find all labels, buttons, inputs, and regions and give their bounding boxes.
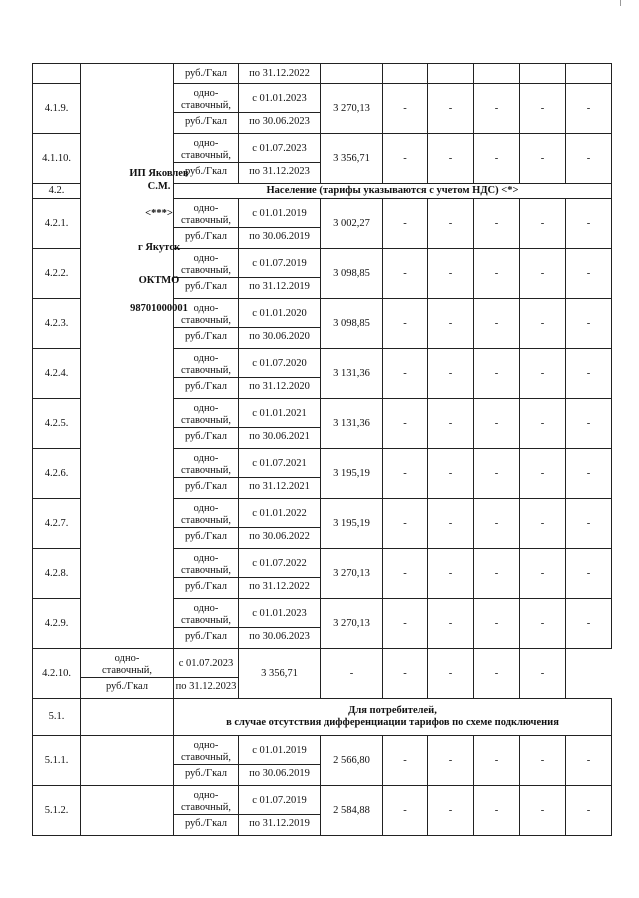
tariff-type-cell [174,399,239,449]
tariff-type-line1: одно- [193,203,219,214]
period-cell [239,84,321,134]
empty-value-dash: - [566,499,612,549]
tariff-unit: руб./Гкал [184,331,228,342]
empty-value-dash: - [566,399,612,449]
empty-value-dash: - [428,299,474,349]
tariff-type-cell [174,549,239,599]
org-city: г Якутск [137,241,181,253]
org-name-line2: С.М. [147,180,171,192]
tariff-type-line1: одно- [193,503,219,514]
org-name-line1: ИП Яковлев [129,167,189,179]
empty-value-dash: - [474,786,520,836]
organization-cell-empty [81,736,174,786]
empty-value-dash: - [383,786,428,836]
empty-value-dash: - [474,736,520,786]
tariff-type-line2: ставочный, [180,515,232,526]
empty-value-dash: - [566,134,612,184]
row-number: 4.2.8. [33,549,81,599]
period-from: с 01.07.2019 [239,252,320,278]
tariff-type-cell [174,449,239,499]
section-title-line1: Для потребителей, [348,705,437,716]
organization-cell-empty [81,699,174,736]
row-number: 4.1.9. [33,84,81,134]
empty-value-dash: - [428,599,474,649]
tariff-type-line2: ставочный, [180,215,232,226]
empty-value-dash: - [428,399,474,449]
empty-value-dash: - [428,349,474,399]
row-number: 4.2.5. [33,399,81,449]
empty-value-dash: - [520,449,566,499]
empty-value-dash: - [520,786,566,836]
tariff-type-line1: одно- [193,790,219,801]
tariff-value: 2 584,88 [321,786,383,836]
empty-value-dash: - [520,499,566,549]
tariff-type-line1: одно- [193,603,219,614]
tariff-type-line1: одно- [193,88,219,99]
row-number: 4.2.10. [33,649,81,699]
tariff-unit: руб./Гкал [174,64,239,84]
period-cell [239,134,321,184]
empty-value-dash: - [566,199,612,249]
empty-value-dash: - [383,134,428,184]
period-to: по 30.06.2019 [249,231,310,242]
tariff-value [321,64,383,84]
empty-value-dash: - [474,249,520,299]
table-row [33,736,612,786]
empty-value-dash: - [383,736,428,786]
tariff-value: 3 195,19 [321,499,383,549]
tariff-value: 3 270,13 [321,599,383,649]
section-title [174,699,612,736]
empty-cell [474,64,520,84]
empty-value-dash: - [474,134,520,184]
period-cell [239,549,321,599]
period-to: по 31.12.2020 [249,381,310,392]
empty-value-dash: - [428,134,474,184]
tariff-value: 3 131,36 [321,399,383,449]
period-from: с 01.01.2022 [239,502,320,528]
empty-value-dash: - [474,84,520,134]
section-header-row [33,699,612,736]
period-from: с 01.07.2019 [239,789,320,815]
period-from: с 01.01.2021 [239,402,320,428]
tariff-type-line1: одно- [193,353,219,364]
tariff-type-line2: ставочный, [180,615,232,626]
tariff-value: 3 356,71 [239,649,321,699]
org-code: <***> [145,207,173,219]
empty-value-dash: - [520,134,566,184]
tariff-type-cell [174,599,239,649]
period-to: по 31.12.2022 [239,64,321,84]
tariff-type-line1: одно- [193,303,219,314]
period-cell [239,736,321,786]
scan-mark [620,0,621,6]
empty-value-dash: - [383,549,428,599]
empty-value-dash: - [566,84,612,134]
tariff-unit: руб./Гкал [184,281,228,292]
table-row [33,649,612,699]
tariff-type-cell [174,786,239,836]
tariff-type-line2: ставочный, [180,315,232,326]
organization-cell [81,64,189,649]
row-number: 4.2.1. [33,199,81,249]
empty-value-dash: - [520,736,566,786]
row-number: 5.1.2. [33,786,81,836]
empty-value-dash: - [566,736,612,786]
empty-value-dash: - [474,549,520,599]
period-from: с 01.07.2022 [239,552,320,578]
tariff-type-line2: ставочный, [180,265,232,276]
empty-value-dash: - [428,449,474,499]
period-from: с 01.01.2019 [239,202,320,228]
period-to: по 30.06.2022 [249,531,310,542]
tariff-value: 3 270,13 [321,549,383,599]
empty-value-dash: - [566,449,612,499]
tariff-unit: руб./Гкал [184,231,228,242]
row-number: 4.2.9. [33,599,81,649]
period-cell [239,299,321,349]
tariff-value: 3 098,85 [321,299,383,349]
empty-value-dash: - [383,349,428,399]
tariff-type-line2: ставочный, [180,752,232,763]
tariff-unit: руб./Гкал [184,818,228,829]
empty-value-dash: - [520,249,566,299]
period-cell [239,499,321,549]
tariff-value: 3 195,19 [321,449,383,499]
tariff-type-line1: одно- [193,553,219,564]
empty-value-dash: - [428,199,474,249]
period-from: с 01.01.2023 [239,87,320,113]
tariff-type-line2: ставочный, [180,365,232,376]
section-number: 4.2. [33,184,81,199]
period-cell [174,649,239,699]
tariff-type-line1: одно- [193,138,219,149]
period-to: по 31.12.2022 [249,581,310,592]
empty-value-dash: - [474,399,520,449]
row-number: 4.2.7. [33,499,81,549]
tariff-type-line1: одно- [114,653,140,664]
empty-value-dash: - [321,649,383,699]
empty-value-dash: - [566,599,612,649]
tariff-type-line1: одно- [193,253,219,264]
row-number: 4.1.10. [33,134,81,184]
period-to: по 30.06.2023 [249,116,310,127]
empty-value-dash: - [428,549,474,599]
empty-value-dash: - [566,349,612,399]
tariff-unit: руб./Гкал [184,631,228,642]
period-cell [239,399,321,449]
tariff-type-line2: ставочный, [180,565,232,576]
empty-value-dash: - [474,299,520,349]
row-number: 5.1.1. [33,736,81,786]
table-row [33,64,612,84]
tariff-unit: руб./Гкал [184,166,228,177]
organization-cell-empty [81,786,174,836]
period-from: с 01.01.2023 [239,602,320,628]
section-title-line2: в случае отсутствия дифференциации тарифов по схеме подключения [226,717,559,728]
tariff-type-line2: ставочный, [180,100,232,111]
empty-value-dash: - [383,299,428,349]
empty-value-dash: - [428,786,474,836]
empty-value-dash: - [383,499,428,549]
tariff-value: 3 002,27 [321,199,383,249]
empty-value-dash: - [383,599,428,649]
empty-cell [520,64,566,84]
empty-value-dash: - [474,599,520,649]
tariff-value: 3 098,85 [321,249,383,299]
period-cell [239,199,321,249]
table-row [33,786,612,836]
empty-value-dash: - [520,349,566,399]
period-to: по 30.06.2023 [249,631,310,642]
tariff-type-cell [174,736,239,786]
empty-value-dash: - [474,499,520,549]
empty-cell [566,64,612,84]
period-from: с 01.07.2020 [239,352,320,378]
tariff-unit: руб./Гкал [184,116,228,127]
empty-value-dash: - [383,84,428,134]
tariff-type-cell [174,499,239,549]
empty-value-dash: - [520,599,566,649]
empty-value-dash: - [474,649,520,699]
tariff-unit: руб./Гкал [184,768,228,779]
tariff-value: 2 566,80 [321,736,383,786]
tariff-unit: руб./Гкал [184,531,228,542]
tariff-type-cell [174,349,239,399]
tariff-value: 3 131,36 [321,349,383,399]
empty-value-dash: - [520,549,566,599]
empty-value-dash: - [566,786,612,836]
empty-value-dash: - [383,449,428,499]
period-cell [239,449,321,499]
row-number: 4.2.3. [33,299,81,349]
empty-value-dash: - [383,199,428,249]
tariff-unit: руб./Гкал [184,381,228,392]
tariff-type-line2: ставочный, [180,802,232,813]
tariff-value: 3 270,13 [321,84,383,134]
empty-value-dash: - [428,249,474,299]
period-from: с 01.07.2021 [239,452,320,478]
tariff-type-line2: ставочный, [180,415,232,426]
tariff-unit: руб./Гкал [184,431,228,442]
tariff-unit: руб./Гкал [184,581,228,592]
empty-value-dash: - [520,399,566,449]
tariff-type-line1: одно- [193,403,219,414]
empty-value-dash: - [520,649,566,699]
oktmo-label: ОКТМО [138,274,180,286]
empty-value-dash: - [566,549,612,599]
period-from: с 01.07.2023 [239,137,320,163]
period-cell [239,786,321,836]
tariff-type-line1: одно- [193,740,219,751]
row-number: 4.2.2. [33,249,81,299]
period-cell [239,349,321,399]
empty-value-dash: - [474,349,520,399]
tariff-type-line2: ставочный, [180,465,232,476]
period-cell [239,249,321,299]
tariff-unit: руб./Гкал [105,681,149,692]
empty-cell [383,64,428,84]
empty-value-dash: - [520,199,566,249]
row-number: 4.2.6. [33,449,81,499]
period-from: с 01.01.2020 [239,302,320,328]
empty-value-dash: - [474,199,520,249]
tariff-table [32,63,612,836]
tariff-unit: руб./Гкал [184,481,228,492]
empty-value-dash: - [566,249,612,299]
period-to: по 31.12.2019 [249,818,310,829]
period-to: по 31.12.2023 [249,166,310,177]
tariff-type-line1: одно- [193,453,219,464]
period-cell [239,599,321,649]
empty-value-dash: - [566,299,612,349]
empty-value-dash: - [383,399,428,449]
tariff-value: 3 356,71 [321,134,383,184]
period-to: по 30.06.2019 [249,768,310,779]
empty-value-dash: - [520,299,566,349]
empty-value-dash: - [428,499,474,549]
period-to: по 31.12.2023 [175,681,237,692]
period-from: с 01.07.2023 [174,652,238,678]
tariff-type-line2: ставочный, [101,665,153,676]
period-to: по 30.06.2021 [249,431,310,442]
period-to: по 30.06.2020 [249,331,310,342]
tariff-type-cell [174,84,239,134]
empty-value-dash: - [383,649,428,699]
row-number: 4.2.4. [33,349,81,399]
empty-value-dash: - [428,649,474,699]
empty-value-dash: - [520,84,566,134]
empty-value-dash: - [428,84,474,134]
period-to: по 31.12.2019 [249,281,310,292]
org-name [113,167,189,193]
tariff-type-cell [81,649,174,699]
section-number: 5.1. [33,699,81,736]
period-to: по 31.12.2021 [249,481,310,492]
row-number [33,64,81,84]
period-from: с 01.01.2019 [239,739,320,765]
tariff-type-line2: ставочный, [180,150,232,161]
empty-cell [428,64,474,84]
empty-value-dash: - [383,249,428,299]
oktmo-value: 98701000001 [130,302,188,314]
empty-value-dash: - [428,736,474,786]
section-title: Население (тарифы указываются с учетом НДС) <*> [174,184,612,199]
empty-value-dash: - [474,449,520,499]
